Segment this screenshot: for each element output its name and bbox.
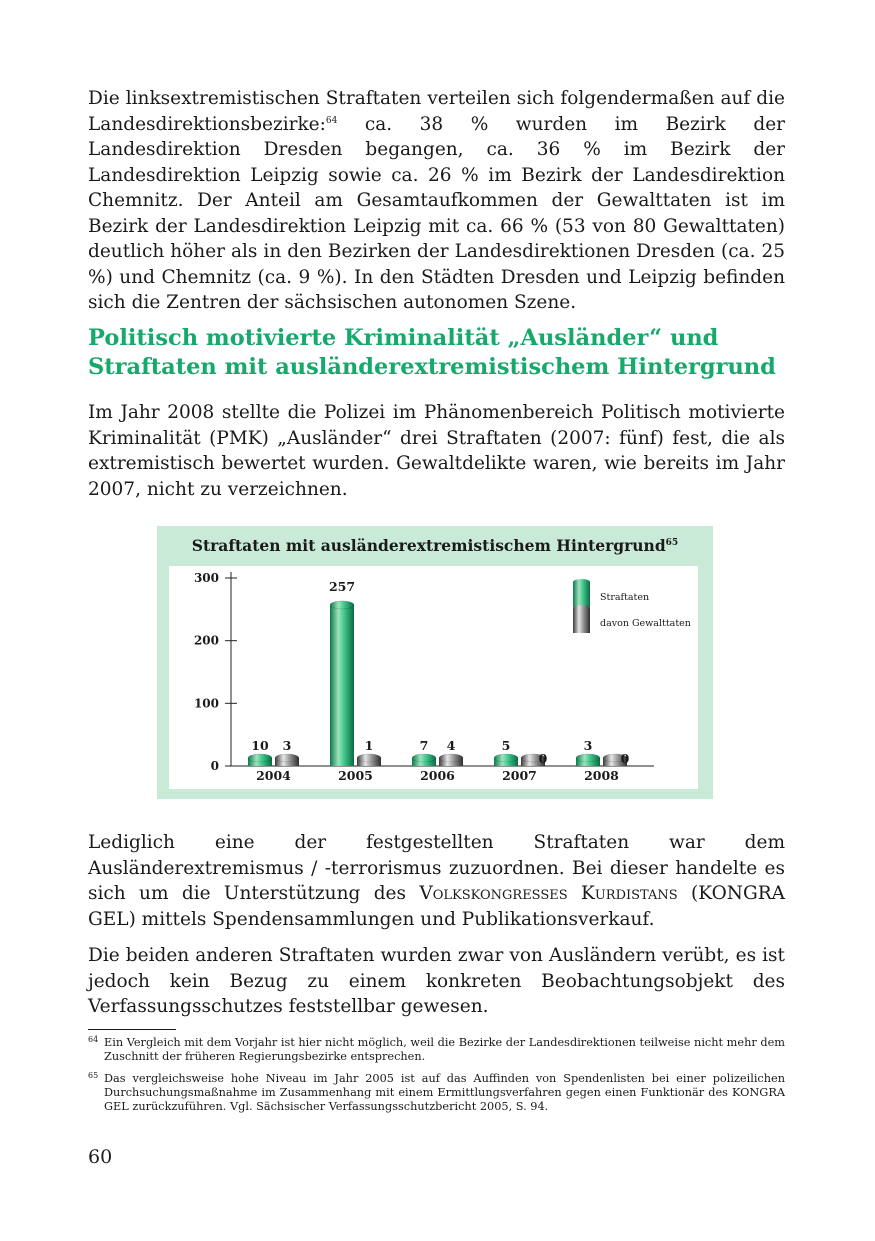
x-tick-label: 2007 [502,768,537,783]
legend-swatch-cap [573,605,590,611]
bar-gewalttaten-cap [275,754,299,762]
x-tick-label: 2006 [420,768,455,783]
bar-straftaten-cap [412,754,436,762]
page-number: 60 [88,1146,113,1168]
data-label-straftaten: 7 [419,738,429,753]
x-tick-label: 2008 [584,768,619,783]
paragraph-kongra-gel: Lediglich eine der festgestellten Straftaten war dem Ausländerextremismus / -terrorismus zuzuordnen. Bei dieser handelte es sich um die Unterstützung des Volkskongresses Kurdistans (KONGRA GEL) mittels Spendensammlungen und Publikationsverkauf. [88,832,786,930]
bar-straftaten [330,605,354,766]
data-label-gewalttaten: 0 [620,751,630,766]
bar-straftaten-cap [248,754,272,762]
x-tick-label: 2004 [256,768,291,783]
legend-label-straftaten: Straftaten [600,592,650,603]
legend-swatch-gewalttaten [573,608,590,633]
data-label-straftaten: 10 [251,738,269,753]
bar-straftaten-cap [494,754,518,762]
data-label-gewalttaten: 0 [538,751,548,766]
data-label-gewalttaten: 4 [446,738,456,753]
paragraph-left-extremism-districts: Die linksextremistischen Straftaten verteilen sich folgendermaßen auf die Landesdirektionsbezirke:$^{64}$ ca. 38 % wurden im Bezirk der Landesdirektion Dresden begangen, ca. 36 % im Bezirk der Landesdirektion Leipzig sowie ca. 26 % im Bezirk der Landesdirektion Chemnitz. Der Anteil am Gesamtaufkommen der Gewalttaten ist im Bezirk der Landesdirektion Leipzig mit ca. 66 % (53 von 80 Gewalttaten) deutlich höher als in den Bezirken der Landesdirektionen Dresden (ca. 25 %) und Chemnitz (ca. 9 %). In den Städten Dresden und Leipzig befinden sich die Zentren der sächsischen autonomen Szene. [88,88,785,313]
footnote-text: Ein Vergleich mit dem Vorjahr ist hier nicht möglich, weil die Bezirke der Landesdirektionen teilweise nicht mehr dem Zuschnitt der früheren Regierungsbezirke entsprechen. [104,1036,785,1063]
data-label-gewalttaten: 1 [364,738,374,753]
x-tick-label: 2005 [338,768,373,783]
legend-swatch-cap [573,579,590,585]
footnote-number: 65 [88,1071,99,1080]
y-tick-label: 100 [193,696,219,711]
y-tick-label: 300 [193,571,219,585]
footnote-64 [88,1036,785,1064]
legend-swatch-straftaten [573,582,590,607]
chart-title-footnote-ref[interactable]: 65 [665,537,679,548]
y-tick-label: 200 [193,633,219,648]
legend-label-gewalttaten: davon Gewalttaten [600,618,691,629]
footnote-separator [88,1029,176,1030]
bar-straftaten-cap [330,601,354,609]
bar-straftaten-cap [576,754,600,762]
data-label-straftaten: 257 [328,578,356,594]
y-tick-label: 0 [210,759,219,773]
bar-gewalttaten-cap [439,754,463,762]
paragraph-other-offences: Die beiden anderen Straftaten wurden zwar von Ausländern verübt, es ist jedoch kein Bezug zu einem konkreten Beobachtungsobjekt des Verfassungsschutzes feststellbar gewesen. [88,945,785,1017]
data-label-gewalttaten: 3 [282,738,292,753]
chart-title: Straftaten mit ausländerextremistischem Hintergrund$^{65}$ [191,536,679,555]
footnote-number: 64 [88,1035,99,1044]
bar-gewalttaten-cap [357,754,381,762]
data-label-straftaten: 5 [501,738,511,753]
footnote-reference-64[interactable]: 64 [325,115,338,126]
data-label-straftaten: 3 [583,738,593,753]
organization-name: Volkskongresses Kurdistans [419,883,678,904]
paragraph-pmk-auslaender: Im Jahr 2008 stellte die Polizei im Phänomenbereich Politisch motivierte Kriminalität (PMK) „Ausländer“ drei Straftaten (2007: fünf) fest, die als extremistisch bewertet wurden. Gewaltdelikte waren, wie bereits im Jahr 2007, nicht zu verzeichnen. [88,402,785,500]
section-heading: Politisch motivierte Kriminalität „Ausländer“ und Straftaten mit ausländerextremistischem Hintergrund [88,325,776,380]
footnote-text: Das vergleichsweise hohe Niveau im Jahr 2005 ist auf das Auffinden von Spendenlisten bei einer polizeilichen Durchsuchungsmaßnahme im Zusammenhang mit einem Ermittlungsverfahren gegen einen Funktionär des KONGRA GEL zurückzuführen. Vgl. Sächsischer Verfassungsschutzbericht 2005, S. 94. [104,1072,785,1113]
footnote-65 [88,1072,785,1114]
